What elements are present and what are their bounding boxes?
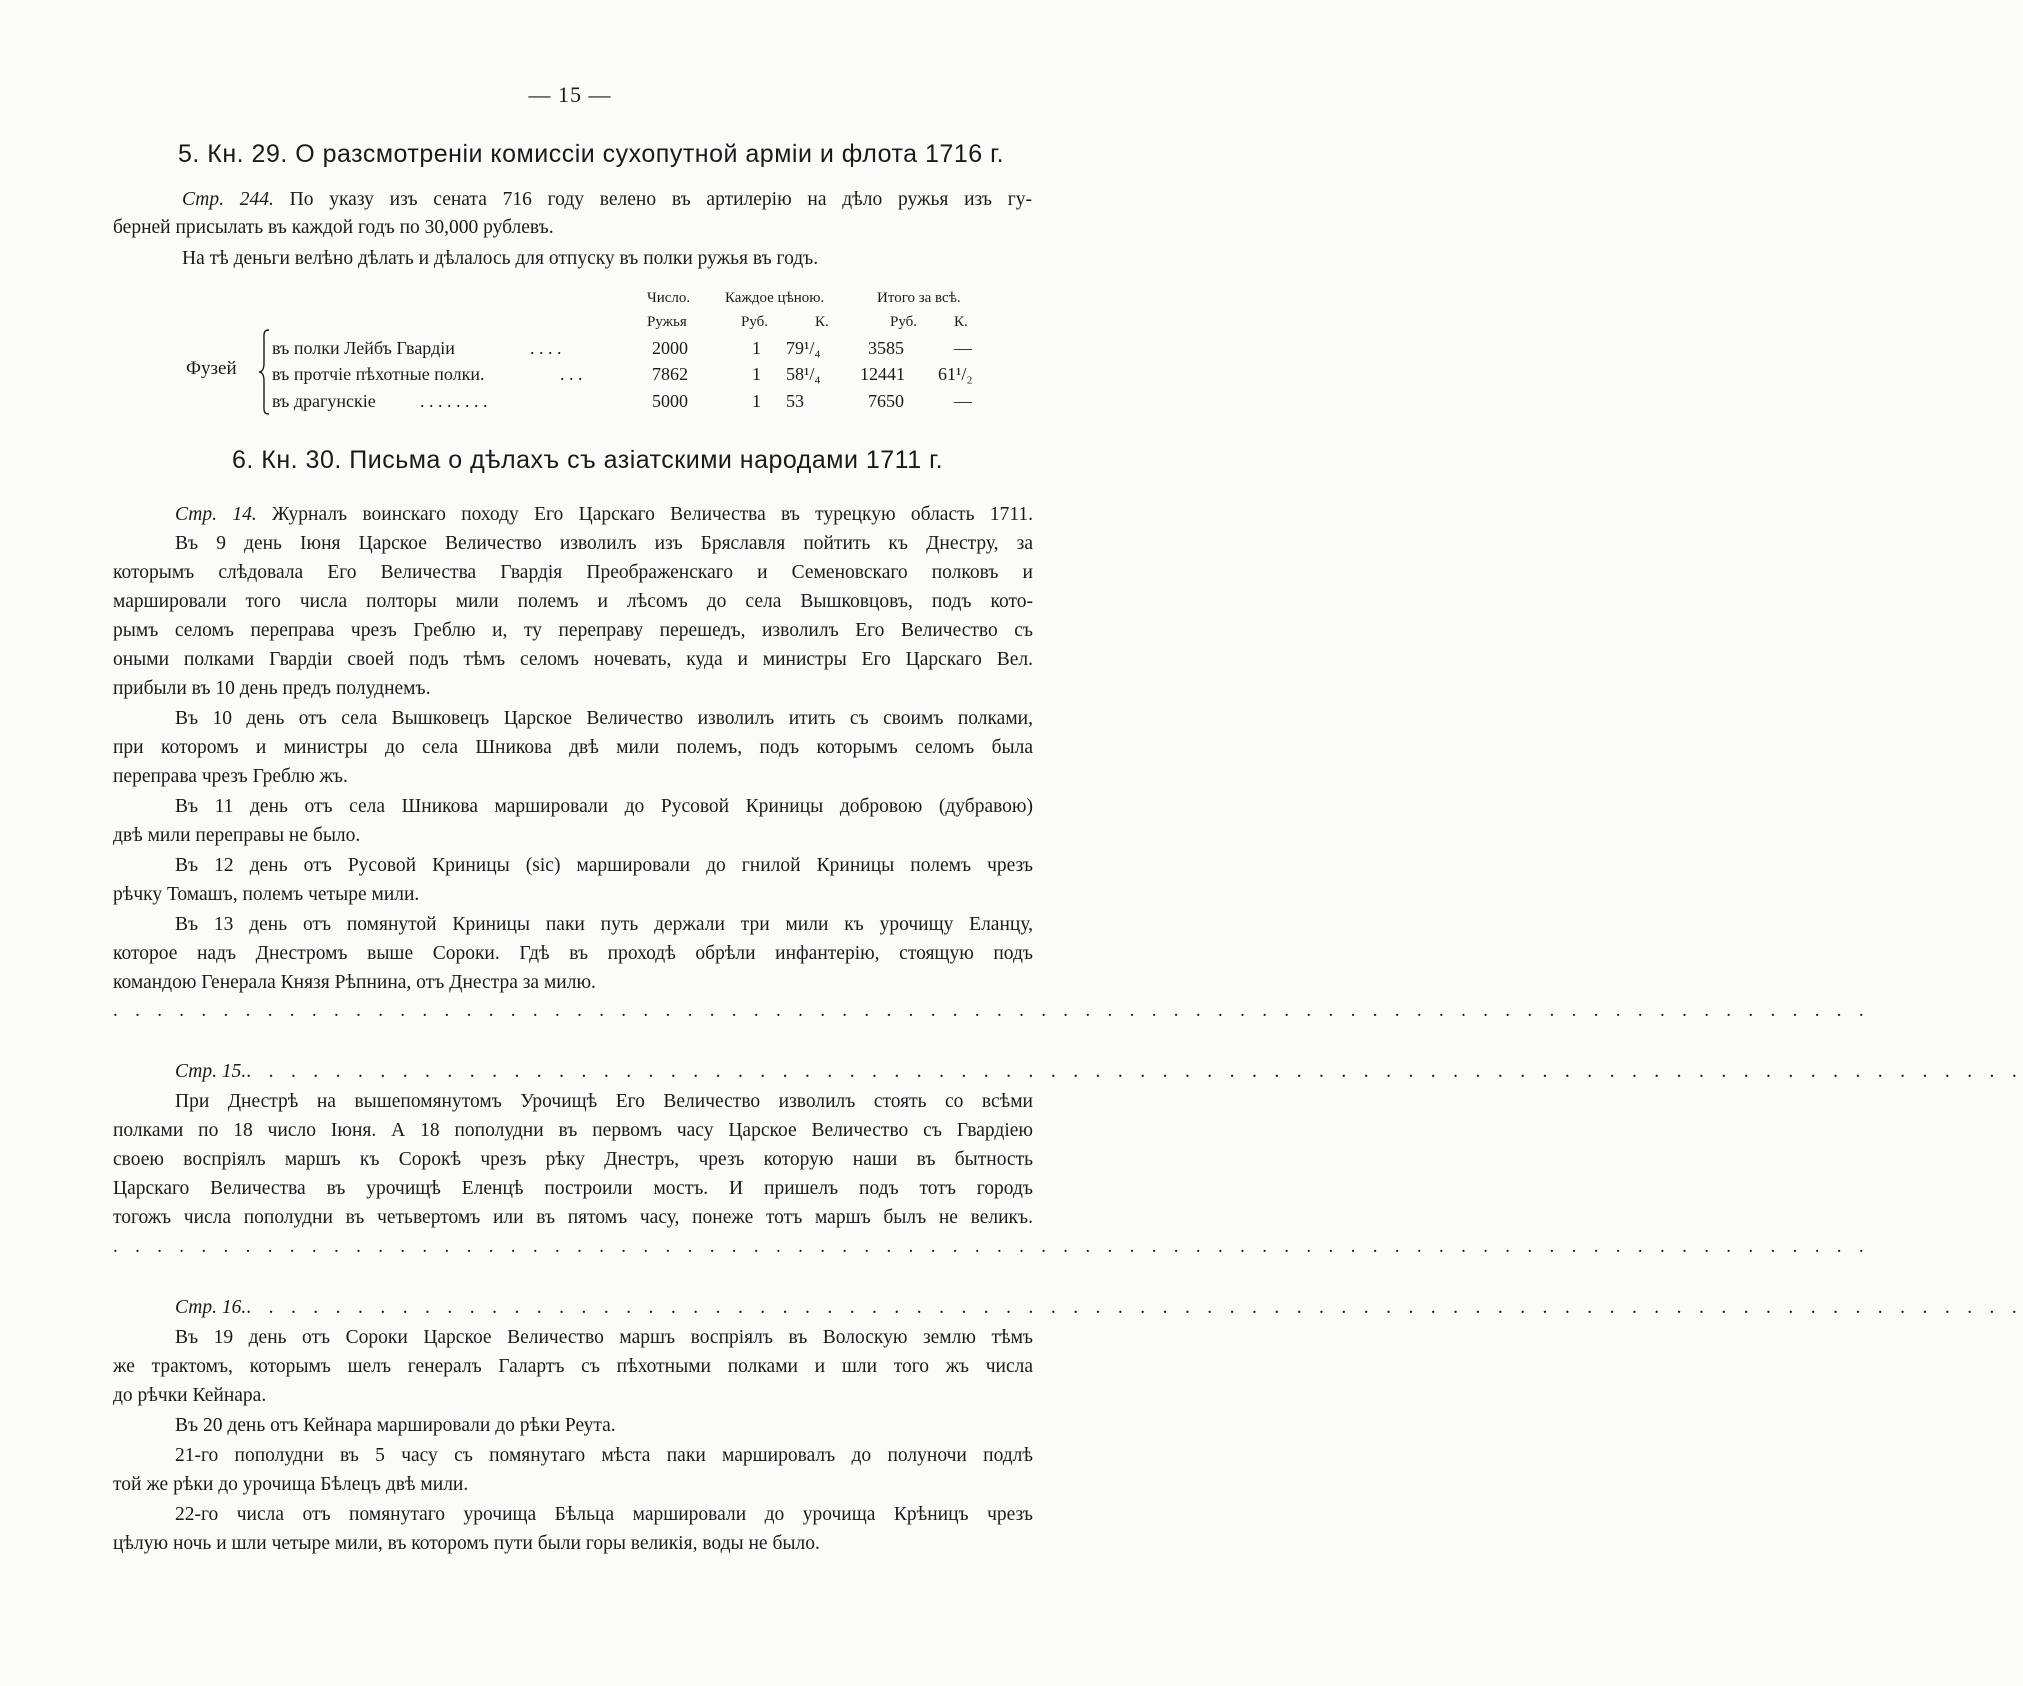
section-5-line-3: На тѣ деньги велѣно дѣлать и дѣлалось для отпуску въ полки ружья въ годъ. bbox=[182, 248, 819, 269]
table-row-total-rub: 12441 bbox=[860, 364, 905, 384]
table-row-total-rub: 7650 bbox=[868, 391, 904, 411]
paragraph-line: тогожъ числа пополудни въ четьвертомъ или въ пятомъ часу, понеже тотъ маршъ былъ не великъ. bbox=[113, 1207, 1033, 1228]
header-rub-total: Руб. bbox=[890, 314, 918, 330]
paragraph-line: той же рѣки до урочища Бѣлецъ двѣ мили. bbox=[113, 1474, 469, 1495]
ellipsis-dots-line: . . . . . . . . . . . . . . . . . . . . . . . . . . . . . . . . . . . . . . . . . . . . . . . . . . . . . . . . . . . . . . . . . . . . . . . . . . . . . . . . bbox=[113, 1236, 1870, 1257]
table-row-kop: 53 bbox=[786, 391, 804, 411]
paragraph-line: Въ 9 день Іюня Царское Величество изволилъ изъ Бряславля пойтить къ Днестру, за bbox=[175, 533, 1033, 554]
paragraph-line: Царскаго Величества въ урочищѣ Еленцѣ построили мостъ. И пришелъ подъ тотъ городъ bbox=[113, 1178, 1033, 1199]
paragraph-line: своею воспріялъ маршъ къ Сорокѣ чрезъ рѣку Днестръ, чрезъ которую наши въ бытность bbox=[113, 1149, 1033, 1170]
table-row-total-kop: — bbox=[954, 338, 972, 358]
paragraph-line: двѣ мили переправы не было. bbox=[113, 825, 361, 846]
paragraph-line: до рѣчки Кейнара. bbox=[113, 1385, 267, 1406]
header-rub-each: Руб. bbox=[741, 314, 769, 330]
paragraph-line: которое надъ Днестромъ выше Сороки. Гдѣ въ проходѣ обрѣли инфантерію, стоящую подъ bbox=[113, 943, 1033, 964]
table-row-rub: 1 bbox=[752, 391, 761, 411]
table-row-rub: 1 bbox=[752, 338, 761, 358]
page-ref-15: Стр. 15. bbox=[175, 1061, 247, 1082]
paragraph-line: которымъ слѣдовала Его Величества Гвардія Преображенскаго и Семеновскаго полковъ и bbox=[113, 562, 1033, 583]
table-row-total-rub: 3585 bbox=[868, 338, 904, 358]
header-kop-each: К. bbox=[815, 314, 829, 330]
page-number: — 15 — bbox=[528, 82, 612, 107]
group-label-fuzei: Фузей bbox=[186, 358, 237, 379]
paragraph-line: Въ 13 день отъ помянутой Криницы паки путь держали три мили къ урочищу Еланцу, bbox=[175, 914, 1033, 935]
curly-brace-icon bbox=[258, 329, 270, 415]
header-itogo: Итого за всѣ. bbox=[877, 290, 961, 306]
paragraph-line: переправа чрезъ Греблю жъ. bbox=[113, 766, 348, 787]
section-5-line-2: берней присылать въ каждой годъ по 30,000 рублевъ. bbox=[113, 217, 554, 238]
table-row-dots: . . . . bbox=[530, 338, 562, 358]
paragraph-line: прибыли въ 10 день предъ полуднемъ. bbox=[113, 678, 431, 699]
paragraph-line: Въ 12 день отъ Русовой Криницы (sic) маршировали до гнилой Криницы полемъ чрезъ bbox=[175, 855, 1033, 876]
table-row-dots: . . . . . . . . bbox=[420, 391, 488, 411]
paragraph-line: рымъ селомъ переправа чрезъ Греблю и, ту переправу перешедъ, изволилъ Его Величество съ bbox=[113, 620, 1033, 641]
table-row-label: въ полки Лейбъ Гвардіи bbox=[272, 338, 455, 358]
paragraph-line: Въ 20 день отъ Кейнара маршировали до рѣки Реута. bbox=[175, 1415, 616, 1436]
table-row-count: 2000 bbox=[652, 338, 688, 358]
page-ref-16: Стр. 16. bbox=[175, 1297, 247, 1318]
table-row-rub: 1 bbox=[752, 364, 761, 384]
table-row-label: въ протчіе пѣхотные полки. bbox=[272, 364, 485, 384]
paragraph-line: рѣчку Томашъ, полемъ четыре мили. bbox=[113, 884, 420, 905]
table-row-count: 5000 bbox=[652, 391, 688, 411]
section-5-line-1: Стр. 244. По указу изъ сената 716 году велено въ артилерію на дѣло ружья изъ гу- bbox=[182, 189, 1032, 210]
paragraph-line: командою Генерала Князя Рѣпнина, отъ Днестра за милю. bbox=[113, 972, 596, 993]
paragraph-line: при которомъ и министры до села Шникова двѣ мили полемъ, подъ которымъ селомъ была bbox=[113, 737, 1033, 758]
header-chislo: Число. bbox=[647, 290, 691, 306]
paragraph-line: Въ 11 день отъ села Шникова маршировали до Русовой Криницы добровою (дубравою) bbox=[175, 796, 1033, 817]
section-6-heading: 6. Кн. 30. Письма о дѣлахъ съ азіатскими народами 1711 г. bbox=[232, 446, 944, 474]
table-row-kop: 58¹/₄ bbox=[786, 364, 821, 384]
ellipsis-dots-line: . . . . . . . . . . . . . . . . . . . . . . . . . . . . . . . . . . . . . . . . . . . . . . . . . . . . . . . . . . . . . . . . . . . . . . . . . . . . . . . . bbox=[113, 1000, 1870, 1021]
header-kop-total: К. bbox=[954, 314, 968, 330]
page-ref-16-line: Стр. 16.. . . . . . . . . . . . . . . . . . . . . . . . . . . . . . . . . . . . . . . . . . . . . . . . . . . . . . . . . . . . . . . . . . . . . . . . . . . . . . . . bbox=[175, 1297, 2023, 1318]
paragraph-line: 22-го числа отъ помянутаго урочища Бѣльца маршировали до урочища Крѣницъ чрезъ bbox=[175, 1504, 1033, 1525]
page-ref-244: Стр. 244. bbox=[182, 189, 274, 210]
table-row-total-kop: 61¹/₂ bbox=[938, 364, 973, 384]
page-ref-14-line: Стр. 14. Журналъ воинскаго походу Его Царскаго Величества въ турецкую область 1711. bbox=[175, 504, 1033, 525]
table-row-count: 7862 bbox=[652, 364, 688, 384]
paragraph-line: 21-го пополудни въ 5 часу съ помянутаго мѣста паки маршировалъ до полуночи подлѣ bbox=[175, 1445, 1033, 1466]
paragraph-line: При Днестрѣ на вышепомянутомъ Урочищѣ Его Величество изволилъ стоять со всѣми bbox=[175, 1091, 1033, 1112]
paragraph-line: маршировали того числа полторы мили полемъ и лѣсомъ до села Вышковцовъ, подъ кото- bbox=[113, 591, 1033, 612]
section-5-heading: 5. Кн. 29. О разсмотреніи комиссіи сухопутной арміи и флота 1716 г. bbox=[178, 140, 1005, 168]
page-ref-14: Стр. 14. bbox=[175, 504, 257, 525]
paragraph-line: же трактомъ, которымъ шелъ генералъ Галартъ съ пѣхотными полками и шли того жъ числа bbox=[113, 1356, 1033, 1377]
paragraph-line: оными полками Гвардіи своей подъ тѣмъ селомъ ночевать, куда и министры Его Царскаго Вел. bbox=[113, 649, 1033, 670]
table-row-dots: . . . bbox=[560, 364, 583, 384]
table-row-total-kop: — bbox=[954, 391, 972, 411]
header-kazhdoe: Каждое цѣною. bbox=[725, 290, 825, 306]
header-ruzhya: Ружья bbox=[647, 314, 687, 330]
paragraph-line: полками по 18 число Іюня. А 18 пополудни въ первомъ часу Царское Величество съ Гвардіею bbox=[113, 1120, 1033, 1141]
table-row-kop: 79¹/₄ bbox=[786, 338, 821, 358]
table-row-label: въ драгунскіе bbox=[272, 391, 376, 411]
paragraph-line: Въ 10 день отъ села Вышковецъ Царское Величество изволилъ итить съ своимъ полками, bbox=[175, 708, 1033, 729]
page-ref-15-line: Стр. 15.. . . . . . . . . . . . . . . . . . . . . . . . . . . . . . . . . . . . . . . . . . . . . . . . . . . . . . . . . . . . . . . . . . . . . . . . . . . . . . . . bbox=[175, 1061, 2023, 1082]
paragraph-line: цѣлую ночь и шли четыре мили, въ которомъ пути были горы великія, воды не было. bbox=[113, 1533, 820, 1554]
paragraph-line: Въ 19 день отъ Сороки Царское Величество маршъ воспріялъ въ Волоскую землю тѣмъ bbox=[175, 1327, 1033, 1348]
